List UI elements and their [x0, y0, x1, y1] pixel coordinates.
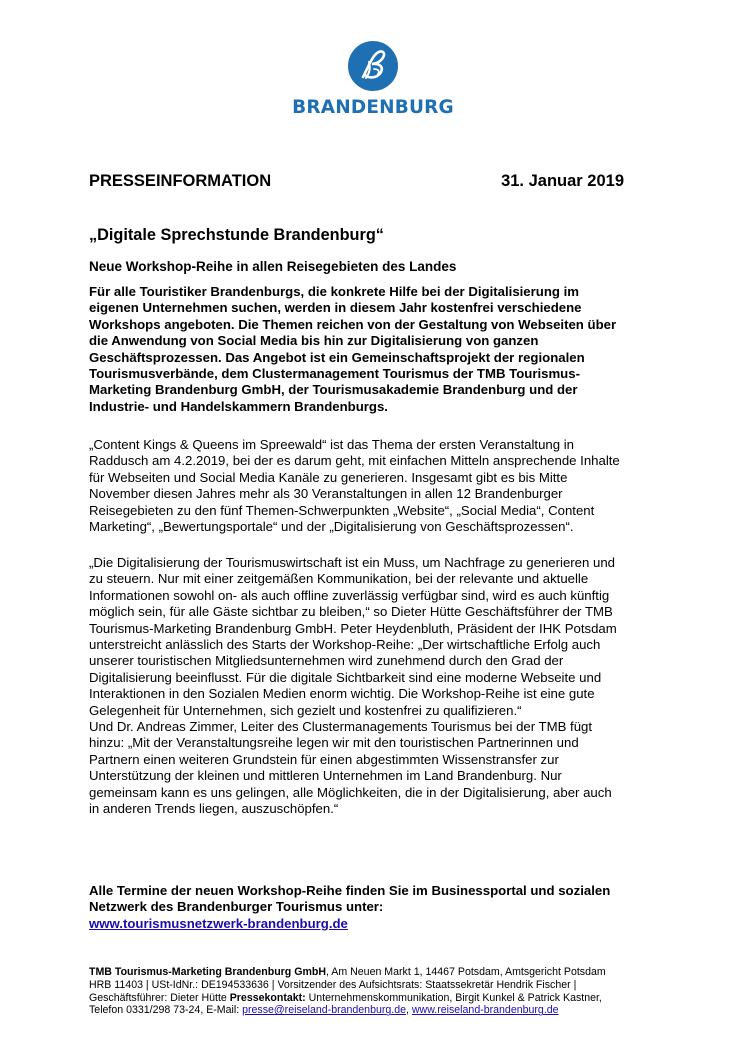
reiseland-website-link[interactable]: www.reiseland-brandenburg.de — [411, 1004, 559, 1017]
closing-text: Alle Termine der neuen Workshop-Reihe finden Sie im Businessportal und sozialen Netzwerk des Brandenburger Tourismus unter: — [89, 883, 611, 915]
body-paragraph-3: Und Dr. Andreas Zimmer, Leiter des Clustermanagements Tourismus bei der TMB fügt hinzu: „Mit der Veranstaltungsreihe legen wir mit den touristischen Partnerinnen und Partnern einen weiteren Grundstein für einen abgestimmten Wissenstransfer zur Unterstützung der kleinen und mittleren Unternehmen im Land Brandenburg. Nur gemeinsam kann es uns gelingen, alle Möglichkeiten, die in der Digitalisierung, aber auch in anderen Trends liegen, auszuschöpfen.“ — [89, 719, 612, 817]
press-header — [89, 172, 624, 191]
article-title: „Digitale Sprechstunde Brandenburg“ — [89, 226, 384, 244]
footer-contact-label: Pressekontakt: — [229, 991, 306, 1004]
article-subtitle: Neue Workshop-Reihe in allen Reisegebieten des Landes — [89, 259, 457, 274]
press-date: 31. Januar 2019 — [501, 172, 624, 190]
footer-contact: Unternehmenskommunikation, Birgit Kunkel & Patrick Kastner, Telefon 0331/298 73-24, E-Mail: — [89, 991, 602, 1017]
body-paragraph-1: „Content Kings & Queens im Spreewald“ ist das Thema der ersten Veranstaltung in Raddusch am 4.2.2019, bei der es darum geht, mit einfachen Mitteln ansprechende Inhalte für Webseiten und Social Media Kanäle zu generieren. Insgesamt gibt es bis Mitte November diesen Jahres mehr als 30 Veranstaltungen in allen 12 Brandenburger Reisegebieten zu den fünf Themen-Schwerpunkten „Website“, „Social Media“, Content Marketing“, „Bewertungsportale“ und der „Digitalisierung von Geschäftsprozessen“. — [89, 437, 620, 535]
brandenburg-logo — [0, 40, 746, 118]
lead-paragraph: Für alle Touristiker Brandenburgs, die konkrete Hilfe bei der Digitalisierung im eigenen Unternehmen suchen, werden in diesem Jahr kostenfrei verschiedene Workshops angeboten. Die Themen reichen von der Gestaltung von Webseiten über die Anwendung von Social Media bis hin zur Digitalisierung von ganzen Geschäftsprozessen. Das Angebot ist ein Gemeinschaftsprojekt der regionalen Tourismusverbände, dem Clustermanagement Tourismus der TMB Tourismus-Marketing Brandenburg GmbH, der Tourismusakademie Brandenburg und der Industrie- und Handelskammern Brandenburgs. — [89, 284, 617, 414]
body-paragraph-2: „Die Digitalisierung der Tourismuswirtschaft ist ein Muss, um Nachfrage zu generieren und zu steuern. Nur mit einer zeitgemäßen Kommunikation, bei der relevante und aktuelle Informationen sowohl on- als auch offline zuverlässig verfügbar sind, wird es auch künftig möglich sein, für alle Gäste sichtbar zu bleiben,“ so Dieter Hütte Geschäftsführer der TMB Tourismus-Marketing Brandenburg GmbH. Peter Heydenbluth, Präsident der IHK Potsdam unterstreicht anlässlich des Starts der Workshop-Reihe: „Der wirtschaftliche Erfolg auch unserer touristischen Mitgliedsunternehmen wird zunehmend durch den Grad der Digitalisierung beeinflusst. Für die digitale Sichtbarkeit sind eine moderne Webseite und Interaktionen in den Sozialen Medien enorm wichtig. Die Workshop-Reihe ist eine gute Gelegenheit für Unternehmen, sich gezielt und kostenfrei zu qualifizieren.“ — [89, 555, 617, 718]
closing-paragraph — [89, 883, 625, 932]
footer-separator: , — [406, 1004, 412, 1017]
footer-company: TMB Tourismus-Marketing Brandenburg GmbH — [89, 966, 326, 978]
press-email-link[interactable]: presse@reiseland-brandenburg.de — [242, 1004, 407, 1017]
logo-wordmark: BRANDENBURG — [292, 96, 454, 118]
footer-imprint — [89, 966, 625, 1017]
tourismusnetzwerk-link[interactable]: www.tourismusnetzwerk-brandenburg.de — [89, 915, 348, 931]
footer-address: , Am Neuen Markt 1, 14467 Potsdam, Amtsgericht Potsdam HRB 11403 | USt-IdNr.: DE194533636 | Vorsitzender des Aufsichtsrats: Staatssekretär Hendrik Fischer | Geschäftsführer: Dieter Hütte — [89, 966, 606, 1004]
body-quote-block — [89, 555, 625, 818]
press-label: PRESSEINFORMATION — [89, 172, 272, 190]
brandenburg-b-logo-icon — [347, 40, 399, 92]
